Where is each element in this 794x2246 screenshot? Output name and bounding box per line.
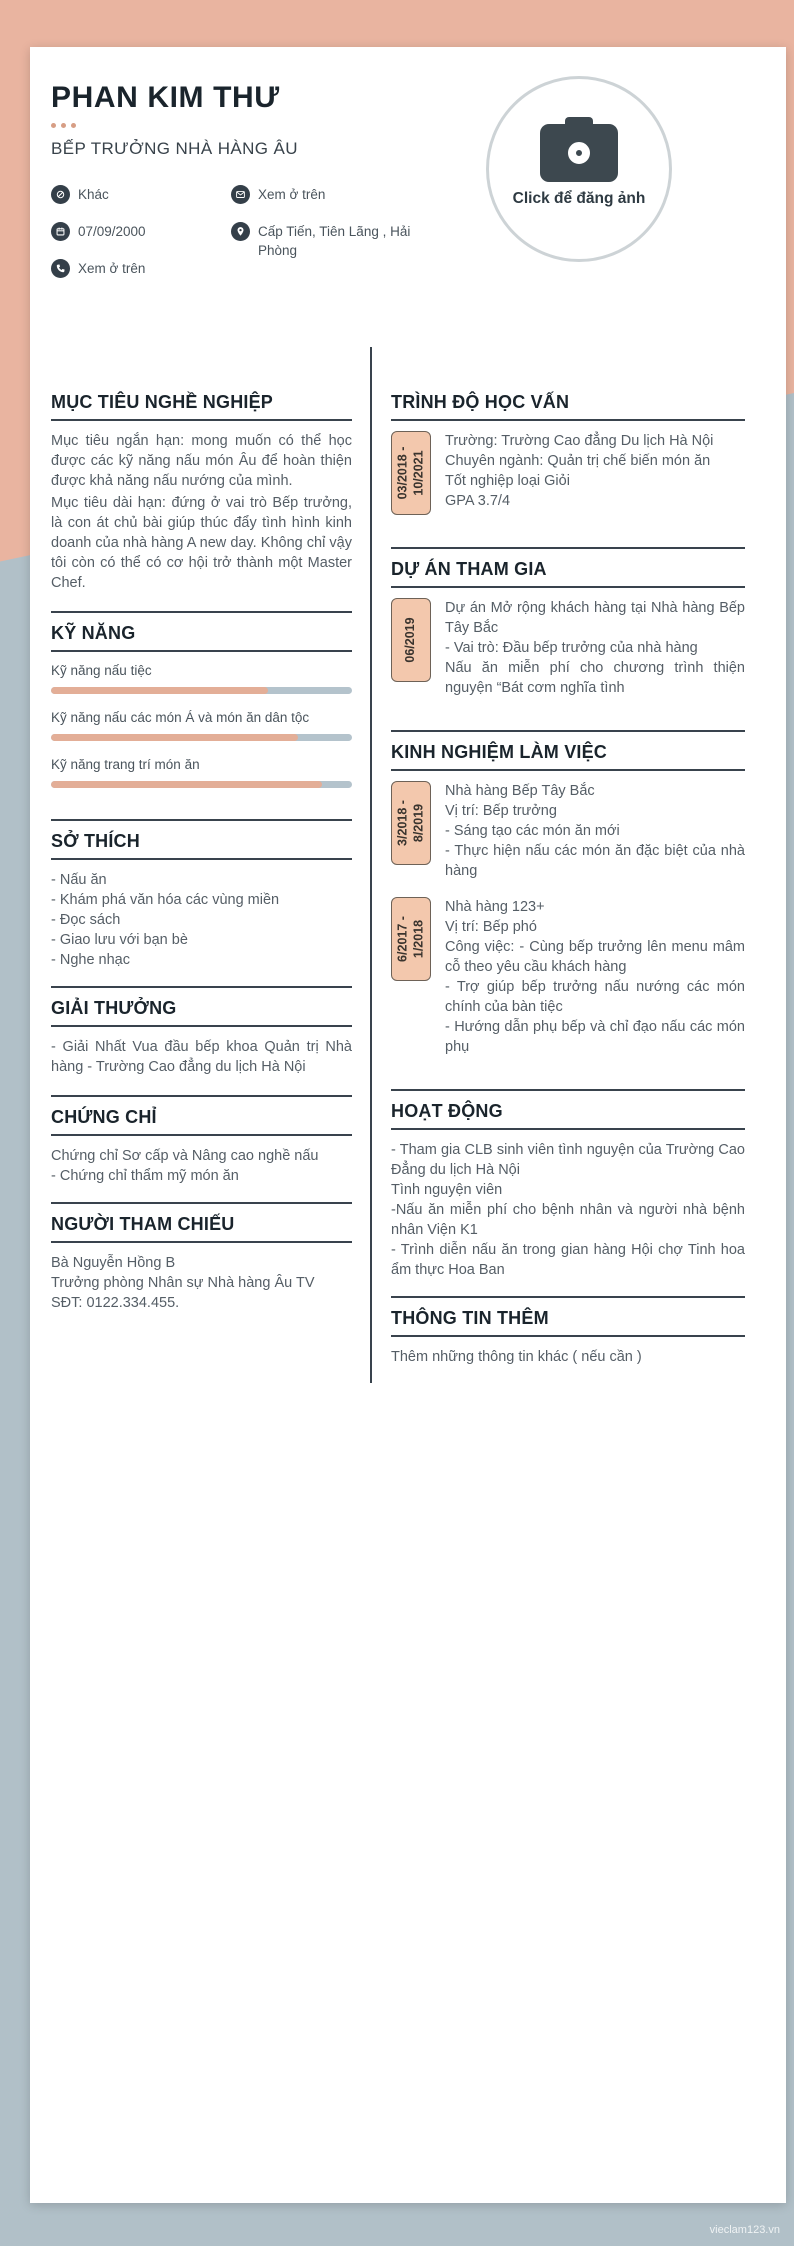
date-badge [391, 781, 431, 865]
watermark: vieclam123.vn [709, 2224, 780, 2236]
list-item: - Giải Nhất Vua đầu bếp khoa Quản trị Nhà hàng - Trường Cao đẳng du lịch Hà Nội [51, 1039, 352, 1075]
section-skills [51, 611, 352, 819]
skill-progress-fill [51, 734, 298, 741]
location-icon [231, 222, 250, 241]
list-item: - Nghe nhạc [51, 952, 130, 968]
activity-line: - Trình diễn nấu ăn trong gian hàng Hội chợ Tinh hoa ẩm thực Hoa Ban [391, 1242, 745, 1278]
date-range: 3/2018 - 8/2019 [395, 800, 425, 846]
section-education [391, 392, 745, 547]
job-title: BẾP TRƯỞNG NHÀ HÀNG ÂU [51, 139, 298, 158]
entry-line: Dự án Mở rộng khách hàng tại Nhà hàng Bếp Tây Bắc [445, 600, 745, 636]
list-item: - Giao lưu với bạn bè [51, 932, 188, 948]
project-entry [391, 598, 745, 698]
dot [51, 123, 56, 128]
camera-lens [568, 142, 590, 164]
skill-label: Kỹ năng nấu tiệc [51, 663, 152, 678]
entry-line: Vị trí: Bếp trưởng [445, 803, 557, 819]
skill-item [51, 709, 352, 741]
entry-line: Trường: Trường Cao đẳng Du lịch Hà Nội [445, 433, 714, 449]
section-heading: TRÌNH ĐỘ HỌC VẤN [391, 392, 745, 421]
contact-text: Xem ở trên [78, 261, 146, 276]
entry-line: - Trợ giúp bếp trưởng nấu nướng các món chính của bàn tiệc [445, 979, 745, 1015]
section-heading: SỞ THÍCH [51, 831, 352, 860]
entry-body [445, 781, 745, 881]
skill-progress-bar [51, 734, 352, 741]
reference-line: Bà Nguyễn Hồng B [51, 1255, 176, 1271]
entry-line: Vị trí: Bếp phó [445, 919, 537, 935]
more-info-line: Thêm những thông tin khác ( nếu cần ) [391, 1349, 642, 1365]
section-objective [51, 392, 352, 611]
objective-paragraph: Mục tiêu dài hạn: đứng ở vai trò Bếp trưởng, là con át chủ bài giúp thúc đẩy tình hình kinh doanh của nhà hàng A new day. Không chỉ vậy tôi còn có thể có cơ hội trở thành một Master Chef. [51, 495, 352, 591]
dot [71, 123, 76, 128]
section-awards [51, 986, 352, 1095]
cv-header [51, 81, 745, 296]
section-certificates [51, 1095, 352, 1202]
list-item: - Khám phá văn hóa các vùng miền [51, 892, 280, 908]
email-icon [231, 185, 250, 204]
experience-entry [391, 781, 745, 881]
activity-line: -Nấu ăn miễn phí cho bệnh nhân và người nhà bệnh nhân Viện K1 [391, 1202, 745, 1238]
column-divider [370, 347, 372, 1383]
date-badge [391, 431, 431, 515]
contact-item-birthday [51, 222, 231, 241]
skill-item [51, 662, 352, 694]
section-more-info [391, 1296, 745, 1383]
section-references [51, 1202, 352, 1329]
cv-body [51, 392, 745, 1383]
gender-icon [51, 185, 70, 204]
calendar-icon [51, 222, 70, 241]
dot [61, 123, 66, 128]
date-badge [391, 897, 431, 981]
contact-text: Cấp Tiến, Tiên Lãng , Hải Phòng [258, 224, 411, 258]
section-heading: DỰ ÁN THAM GIA [391, 559, 745, 588]
reference-line: Trưởng phòng Nhân sự Nhà hàng Âu TV [51, 1275, 315, 1291]
right-column [391, 392, 745, 1383]
contact-item-address [231, 222, 416, 260]
phone-icon [51, 259, 70, 278]
entry-body [445, 598, 745, 698]
section-experience [391, 730, 745, 1089]
skill-label: Kỹ năng nấu các món Á và món ăn dân tộc [51, 710, 310, 725]
contact-column-2 [231, 185, 416, 296]
entry-line: GPA 3.7/4 [445, 493, 511, 509]
photo-upload-label: Click để đăng ảnh [512, 190, 646, 207]
camera-icon [540, 124, 618, 182]
skill-progress-fill [51, 781, 322, 788]
skill-label: Kỹ năng trang trí món ăn [51, 757, 200, 772]
contact-text: 07/09/2000 [78, 224, 146, 239]
entry-line: Nhà hàng 123+ [445, 899, 545, 915]
photo-upload[interactable] [486, 76, 672, 262]
entry-line: - Sáng tạo các món ăn mới [445, 823, 620, 839]
contact-item-gender [51, 185, 231, 204]
date-range: 03/2018 - 10/2021 [395, 446, 425, 500]
date-badge [391, 598, 431, 682]
date-range: 6/2017 - 1/2018 [395, 916, 425, 962]
section-heading: MỤC TIÊU NGHỀ NGHIỆP [51, 392, 352, 421]
contact-text: Khác [78, 187, 109, 202]
entry-line: Tốt nghiệp loại Giỏi [445, 473, 570, 489]
cv-card [30, 47, 786, 2203]
section-heading: KỸ NĂNG [51, 623, 352, 652]
entry-line: Công việc: - Cùng bếp trưởng lên menu mâm cỗ theo yêu cầu khách hàng [445, 939, 745, 975]
entry-line: Nhà hàng Bếp Tây Bắc [445, 783, 595, 799]
contact-column-1 [51, 185, 231, 296]
left-column [51, 392, 352, 1383]
entry-line: - Vai trò: Đầu bếp trưởng của nhà hàng [445, 640, 698, 656]
entry-line: Chuyên ngành: Quản trị chế biến món ăn [445, 453, 711, 469]
education-entry [391, 431, 745, 515]
skill-progress-bar [51, 687, 352, 694]
reference-line: SĐT: 0122.334.455. [51, 1295, 180, 1311]
date-range: 06/2019 [403, 617, 418, 663]
section-heading: HOẠT ĐỘNG [391, 1101, 745, 1130]
objective-paragraph: Mục tiêu ngắn hạn: mong muốn có thể học được các kỹ năng nấu món Âu để hoàn thiện được khả năng nấu nướng của mình. [51, 433, 352, 489]
list-item: - Nấu ăn [51, 872, 107, 888]
contact-text: Xem ở trên [258, 187, 326, 202]
section-heading: CHỨNG CHỈ [51, 1107, 352, 1136]
experience-entry [391, 897, 745, 1057]
skill-item [51, 756, 352, 788]
activity-line: Tình nguyện viên [391, 1182, 503, 1198]
section-heading: KINH NGHIỆM LÀM VIỆC [391, 742, 745, 771]
activity-line: - Tham gia CLB sinh viên tình nguyện của Trường Cao Đẳng du lịch Hà Nội [391, 1142, 745, 1178]
section-heading: GIẢI THƯỞNG [51, 998, 352, 1027]
skill-progress-fill [51, 687, 268, 694]
section-activities [391, 1089, 745, 1296]
candidate-name: PHAN KIM THƯ [51, 81, 280, 114]
list-item: - Đọc sách [51, 912, 121, 928]
section-heading: NGƯỜI THAM CHIẾU [51, 1214, 352, 1243]
contact-item-phone [51, 259, 231, 278]
list-item: Chứng chỉ Sơ cấp và Nâng cao nghề nấu [51, 1148, 319, 1164]
list-item: - Chứng chỉ thẩm mỹ món ăn [51, 1168, 239, 1184]
entry-body [445, 897, 745, 1057]
entry-line: - Hướng dẫn phụ bếp và chỉ đạo nấu các món phụ [445, 1019, 745, 1055]
skill-progress-bar [51, 781, 352, 788]
contact-item-email [231, 185, 416, 204]
section-projects [391, 547, 745, 730]
section-hobbies [51, 819, 352, 986]
section-heading: THÔNG TIN THÊM [391, 1308, 745, 1337]
entry-line: Nấu ăn miễn phí cho chương trình thiện nguyện “Bát cơm nghĩa tình [445, 660, 745, 696]
entry-body [445, 431, 745, 515]
entry-line: - Thực hiện nấu các món ăn đặc biệt của nhà hàng [445, 843, 745, 879]
